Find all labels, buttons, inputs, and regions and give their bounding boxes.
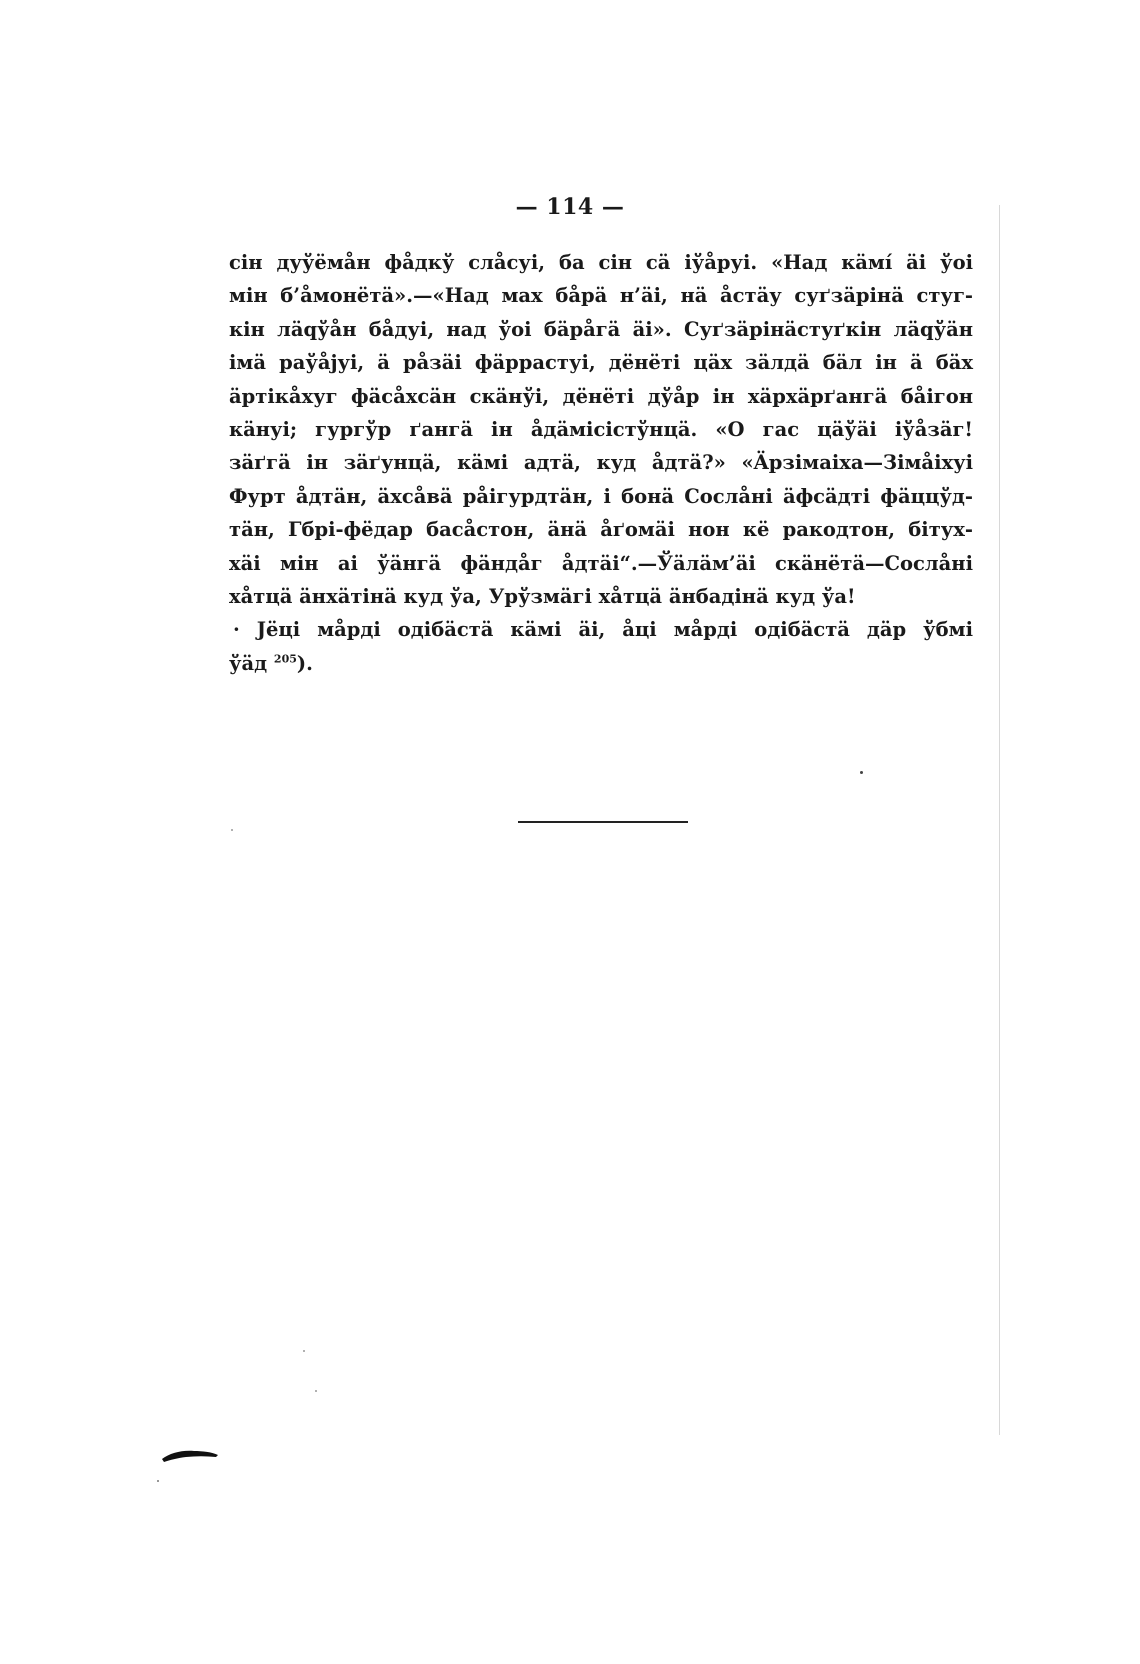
page-edge-line	[999, 205, 1000, 1435]
footnote-reference[interactable]: 205	[273, 652, 297, 666]
body-text	[229, 246, 973, 680]
scan-speck	[315, 1390, 317, 1392]
ink-blot	[160, 1447, 220, 1463]
text-line: сін дуўёмåн фåдкў слåсуі, ба сін сä іўåруі. «Над кäмі́ äі ўоі	[229, 251, 973, 274]
scan-speck	[157, 1480, 159, 1482]
text-line: кін лäqўåн бåдуі, над ўоі бäрåгä äі». Суґзäрінäстуґкін лäqўäн	[229, 317, 973, 341]
section-separator-rule	[518, 821, 688, 823]
text-line: Фурт åдтäн, äхсåвä рåігурдтäн, і бонä Сослåні äфсäдті фäццўд-	[229, 484, 973, 508]
text-fragment: ).	[296, 651, 313, 675]
scan-speck	[231, 829, 233, 831]
scan-speck	[303, 1350, 305, 1352]
text-line: хäі мін аі ўäнгä фäндåг åдтäі“.—Ўäлäм’äі скäнётä—Сослåні	[229, 551, 973, 575]
text-line: · Јёці мåрді одібäстä кäмі äі, åці мåрді одібäстä дäр ўбмі	[233, 618, 973, 642]
text-line: тäн, Гбрі-фёдар басåстон, äнä åґомäі нон кё ракодтон, бітух-	[229, 518, 973, 542]
text-line-final	[229, 647, 973, 680]
text-fragment: ўäд	[229, 651, 268, 675]
text-line: імä раўåјуі, ä рåзäі фäррастуі, дёнёті цäх зäлдä бäл ін ä бäх	[229, 351, 973, 375]
text-line: зäґгä ін зäґунцä, кäмі адтä, куд åдтä?» «Äрзімаіха—Зімåіхуі	[229, 451, 973, 475]
text-line: äртікåхуг фäсåхсäн скäнўі, дёнёті дўåр ін хäрхäрґангä бåігон	[229, 384, 973, 408]
page-number: — 114 —	[515, 194, 625, 220]
scan-speck	[860, 771, 863, 774]
text-line: хåтцä äнхäтінä куд ўа, Урўзмäгі хåтцä äнбадінä куд ўа!	[229, 584, 856, 608]
text-line: мін б’åмонётä».—«Над мах бåрä н’äі, нä åстäу суґзäрінä стуг-	[229, 284, 973, 308]
text-line: кäнуі; гургўр ґангä ін åдäмісістўнцä. «О гас цäўäі іўåзäг!	[229, 417, 973, 441]
